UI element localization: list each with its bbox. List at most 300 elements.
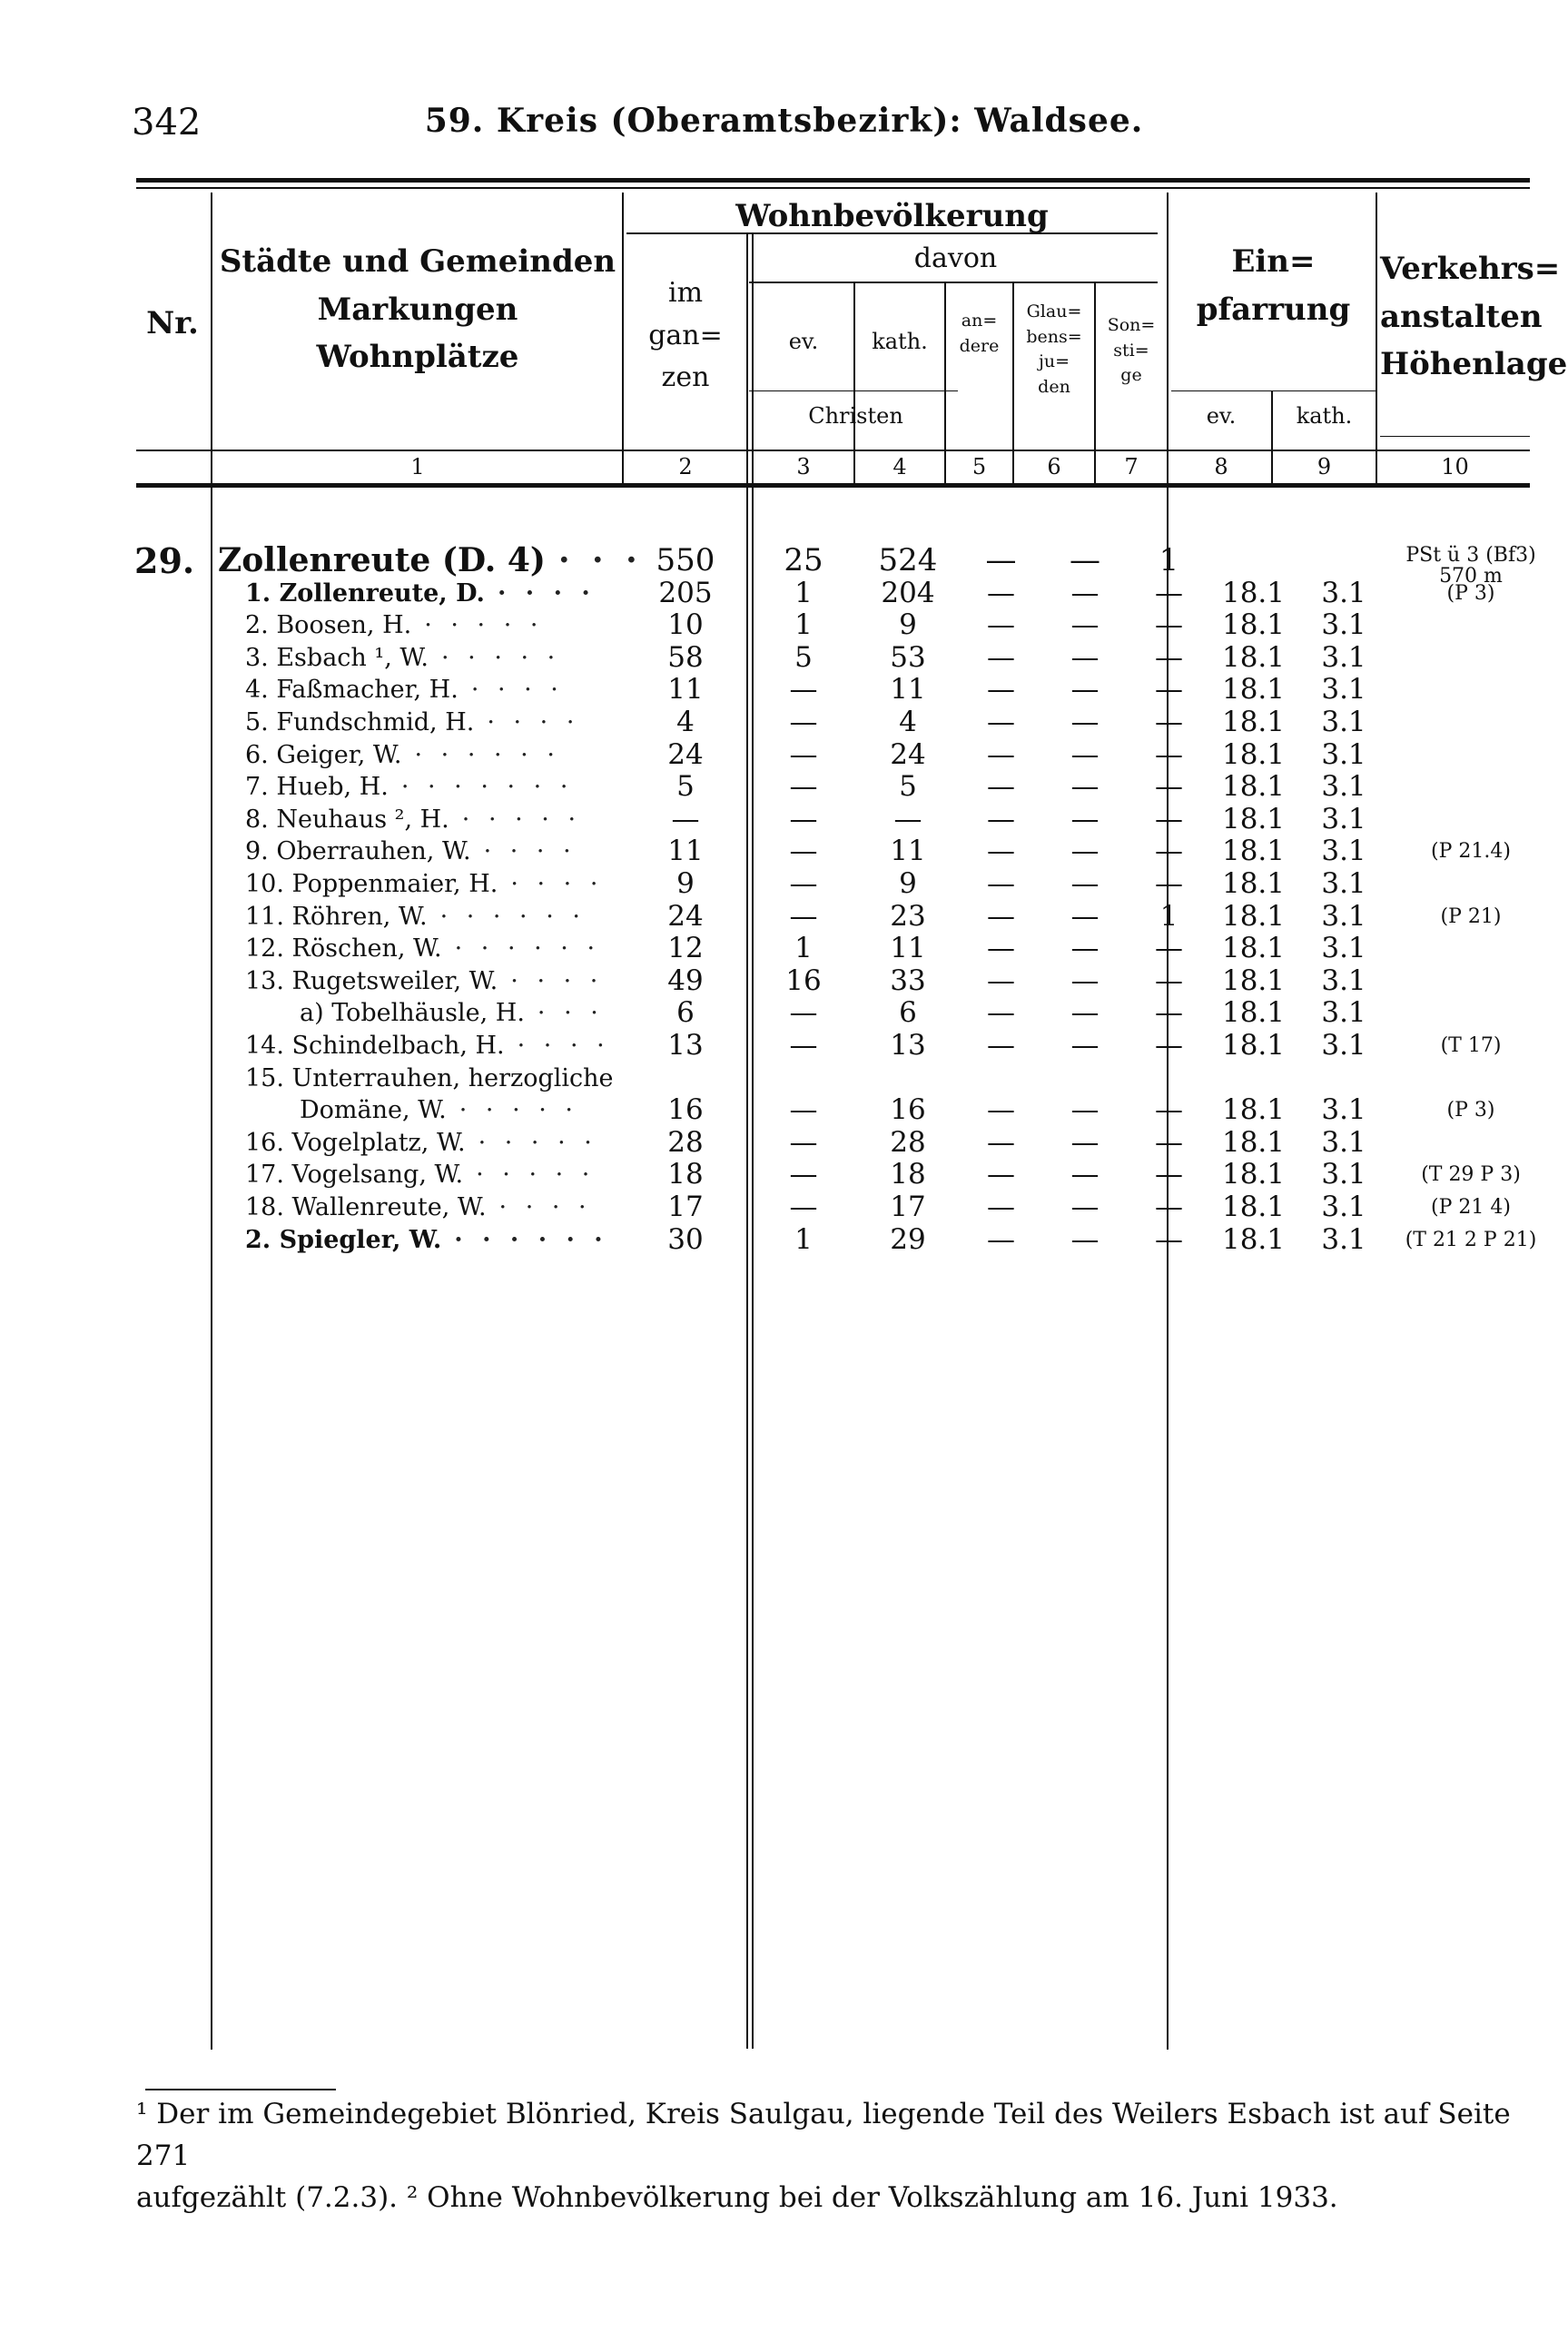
row-sonstige: — [1155,802,1183,835]
row-nr [134,868,198,900]
colnum-5: 5 [971,454,987,479]
row-juden: — [1070,964,1100,997]
row-name [218,609,617,641]
row-name-text: a) Tobelhäusle, H. [300,999,525,1028]
row-nr [134,1030,198,1062]
table-row [0,933,1568,964]
row-verkehr [1385,997,1557,1029]
colnum-9: 9 [1317,454,1332,479]
row-kath: 11 [890,673,926,707]
row-leader-dots: · · · · · [478,1128,597,1157]
row-name [218,965,617,997]
row-sonstige: — [1155,1093,1183,1127]
row-verkehr [1385,804,1557,835]
header-andere-2: dere [959,335,1000,356]
row-name-text: 7. Hueb, H. [245,773,389,802]
row-einpfarrung-kath: 3.1 [1321,996,1366,1030]
row-name-text: 16. Vogelplatz, W. [245,1128,466,1157]
header-verkehr-1: Verkehrs= [1380,251,1561,287]
row-total: 24 [667,737,704,771]
row-einpfarrung-ev: 18.1 [1221,802,1285,835]
row-sonstige: 1 [1159,542,1179,578]
header-kath: kath. [872,329,928,354]
table-row [0,1127,1568,1159]
row-kath: 11 [890,932,926,965]
header-verkehr [1380,245,1568,389]
footnote-line-1: ¹ Der im Gemeindegebiet Blönried, Kreis Saulgau, liegende Teil des Weilers Esbach ist auf Seite 271 [136,2098,1511,2172]
table-row [0,771,1568,803]
row-verkehr-line1: (P 3) [1446,1099,1495,1122]
row-kath: 33 [890,964,926,997]
row-kath: 18 [890,1158,926,1191]
row-verkehr [1385,642,1557,674]
row-verkehr [1385,1062,1557,1094]
row-name [218,1062,617,1094]
row-juden: — [1070,542,1100,578]
row-name-text: 2. Spiegler, W. [245,1225,442,1254]
header-sonst-3: ge [1120,365,1142,386]
row-name [218,933,617,964]
row-juden: — [1070,867,1100,900]
row-name [218,578,617,609]
row-einpfarrung-kath [1289,545,1398,577]
row-ev: — [789,770,818,804]
row-sonstige: — [1155,996,1183,1030]
colnum-4: 4 [892,454,907,479]
row-einpfarrung-ev [1176,1062,1285,1094]
row-name-text: 18. Wallenreute, W. [245,1193,487,1221]
row-kath: 23 [890,899,926,933]
table-row [0,868,1568,900]
row-sonstige: — [1155,770,1183,804]
table-row [0,1191,1568,1223]
row-ev: — [789,1093,818,1127]
header-wohnbevoelkerung: Wohnbevölkerung [735,198,1049,234]
row-juden: — [1070,1222,1100,1256]
row-einpfarrung-kath: 3.1 [1321,1093,1366,1127]
verkehr-rule [1380,436,1530,437]
row-einpfarrung-ev: 18.1 [1221,899,1285,933]
row-einpfarrung-kath: 3.1 [1321,1191,1366,1223]
row-ev: — [789,802,818,835]
row-total: 13 [667,1029,704,1062]
row-leader-dots: · · · · · [441,643,561,672]
row-name [218,1224,617,1256]
row-ev: — [789,899,818,933]
row-sonstige: — [1155,932,1183,965]
row-einpfarrung-ev: 18.1 [1221,996,1285,1030]
row-einpfarrung-ev: 18.1 [1221,1158,1285,1191]
table-row [0,1224,1568,1256]
row-name-text: 1. Zollenreute, D. [245,578,485,608]
row-verkehr-line2: 570 m [1439,565,1503,588]
row-nr [134,739,198,771]
row-verkehr [1385,1127,1557,1159]
row-nr [134,642,198,674]
row-sonstige: — [1155,1158,1183,1191]
row-ev: 1 [794,1222,813,1256]
table-row [0,739,1568,771]
row-juden [1044,1062,1126,1094]
row-nr [134,901,198,933]
row-total: 30 [667,1222,704,1256]
row-juden: — [1070,899,1100,933]
row-total: 6 [676,996,695,1030]
row-name-text: 9. Oberrauhen, W. [245,837,471,866]
row-leader-dots: · · · · [510,870,604,898]
row-ev: 1 [794,576,813,609]
row-nr [134,965,198,997]
row-name-text: 15. Unterrauhen, herzogliche [245,1063,614,1092]
row-total: 11 [667,673,704,707]
row-name [218,1030,617,1062]
header-nr: Nr. [146,305,199,341]
row-nr [134,1127,198,1159]
row-leader-dots: · · · · [487,708,580,736]
row-einpfarrung-kath: 3.1 [1321,802,1366,835]
row-verkehr [1385,544,1557,588]
row-nr [134,771,198,803]
header-einpfarrung-2: pfarrung [1196,291,1351,328]
row-andere: — [987,576,1015,609]
row-total: 10 [667,608,704,642]
row-nr [134,1159,198,1191]
row-kath: 16 [890,1093,926,1127]
row-verkehr [1385,1094,1557,1126]
row-verkehr [1385,578,1557,609]
row-einpfarrung-kath: 3.1 [1321,835,1366,868]
row-total: — [671,802,700,835]
row-einpfarrung-kath: 3.1 [1321,673,1366,707]
table-row [0,997,1568,1029]
row-ev: — [789,1029,818,1062]
row-andere: — [987,996,1015,1030]
row-sonstige: — [1155,640,1183,674]
row-leader-dots: · · · [537,999,604,1028]
row-leader-dots: · · · · [498,1193,592,1221]
table-row [0,965,1568,997]
row-einpfarrung-ev: 18.1 [1221,835,1285,868]
row-name-text: 10. Poppenmaier, H. [245,870,498,898]
colnum-bottom-rule [136,483,1530,488]
row-juden: — [1070,1191,1100,1223]
row-juden: — [1070,640,1100,674]
colnum-10: 10 [1441,454,1469,479]
table-row [0,1159,1568,1191]
row-name [218,997,617,1029]
row-nr [134,1191,198,1223]
footnote-rule [145,2089,336,2090]
row-name-text: 12. Röschen, W. [245,934,442,964]
header-juden-3: ju= [1038,351,1070,372]
row-kath: 53 [890,640,926,674]
row-andere: — [987,770,1015,804]
row-einpfarrung-kath: 3.1 [1321,706,1366,738]
row-kath: 524 [878,542,938,578]
row-name [218,541,643,579]
row-ev: 1 [794,608,813,642]
row-andere: — [987,608,1015,642]
row-einpfarrung-kath: 3.1 [1321,1029,1366,1062]
table-row [0,901,1568,933]
row-einpfarrung-ev: 18.1 [1221,867,1285,900]
row-verkehr-line1: (P 21) [1440,904,1502,928]
row-nr [134,933,198,964]
row-kath: 9 [899,867,917,900]
davon-rule [749,282,1158,283]
row-verkehr [1385,1191,1557,1223]
header-name-line1: Städte und Gemeinden [219,243,616,280]
colnum-2: 2 [678,454,693,479]
row-verkehr-line1: (T 21 2 P 21) [1405,1228,1537,1251]
row-leader-dots: · · · · · [459,1096,578,1125]
row-juden: — [1070,1158,1100,1191]
top-rule-thick [136,178,1530,183]
row-sonstige: — [1155,835,1183,868]
row-sonstige: — [1155,1191,1183,1223]
row-total: 12 [667,932,704,965]
row-sonstige: — [1155,1125,1183,1159]
row-leader-dots: · · · · [510,966,604,995]
header-name [218,238,617,381]
row-andere: — [987,867,1015,900]
row-sonstige: — [1155,706,1183,738]
row-verkehr [1385,609,1557,641]
row-juden: — [1070,608,1100,642]
row-einpfarrung-ev [1176,545,1285,577]
row-einpfarrung-ev: 18.1 [1221,706,1285,738]
row-name [218,707,617,738]
row-juden: — [1070,770,1100,804]
header-christen: Christen [808,403,903,429]
row-nr [134,578,198,609]
row-einpfarrung-kath: 3.1 [1321,932,1366,965]
row-einpfarrung-kath: 3.1 [1321,1222,1366,1256]
row-andere: — [987,640,1015,674]
row-einpfarrung-kath: 3.1 [1321,770,1366,804]
footnote-line-2: aufgezählt (7.2.3). ² Ohne Wohnbevölkerung bei der Volkszählung am 16. Juni 1933. [136,2181,1338,2214]
row-einpfarrung-ev: 18.1 [1221,640,1285,674]
header-verkehr-3: Höhenlage [1380,346,1568,383]
header-davon: davon [913,242,998,274]
row-total: 11 [667,835,704,868]
row-ev: — [789,1158,818,1191]
row-einpfarrung-kath: 3.1 [1321,640,1366,674]
row-name [218,1094,617,1126]
row-einpfarrung-ev: 18.1 [1221,1191,1285,1223]
row-name [218,901,617,933]
row-name-text: 4. Faßmacher, H. [245,676,459,705]
row-andere: — [987,1125,1015,1159]
row-verkehr [1385,1030,1557,1062]
row-leader-dots: · · · · · · [439,902,586,931]
row-einpfarrung-kath: 3.1 [1321,1158,1366,1191]
row-total: 24 [667,899,704,933]
row-kath: 6 [899,996,917,1030]
row-kath: 24 [890,737,926,771]
row-name [218,868,617,900]
row-juden: — [1070,706,1100,738]
header-einpfarrung-ev: ev. [1206,403,1237,429]
row-andere: — [987,964,1015,997]
row-andere: — [987,802,1015,835]
row-verkehr-line1: (P 21 4) [1431,1196,1511,1219]
row-name [218,739,617,771]
row-verkehr [1385,739,1557,771]
row-einpfarrung-ev: 18.1 [1221,964,1285,997]
row-kath: 204 [881,576,935,609]
row-total: 28 [667,1125,704,1159]
row-einpfarrung-kath: 3.1 [1321,576,1366,609]
row-verkehr [1385,965,1557,997]
row-nr [134,997,198,1029]
table-row [0,540,1568,588]
row-name-text: 14. Schindelbach, H. [245,1032,505,1060]
row-ev: 5 [794,640,813,674]
row-kath: 17 [890,1191,926,1223]
row-leader-dots: · · · · [470,676,564,705]
row-juden: — [1070,576,1100,609]
row-andere: — [987,1222,1015,1256]
einpfarrung-rule [1171,390,1376,391]
row-juden: — [1070,1029,1100,1062]
row-andere: — [987,932,1015,965]
row-nr [134,674,198,706]
row-sonstige: — [1155,576,1183,609]
row-name [218,804,617,835]
row-verkehr [1385,707,1557,738]
colnum-8: 8 [1214,454,1228,479]
top-rule-thin [136,187,1530,189]
row-nr [134,1062,198,1094]
row-einpfarrung-kath: 3.1 [1321,608,1366,642]
row-total: 4 [676,706,695,738]
row-ev: — [789,706,818,738]
row-kath: 4 [899,706,917,738]
row-total: 17 [667,1191,704,1223]
row-juden: — [1070,802,1100,835]
colnum-1: 1 [410,454,425,479]
row-total: 9 [676,867,695,900]
row-kath: 29 [890,1222,926,1256]
row-kath: 11 [890,835,926,868]
header-im-ganzen-2: gan= [648,319,723,351]
row-kath: 28 [890,1125,926,1159]
header-sonst-2: sti= [1113,340,1149,361]
row-total: 58 [667,640,704,674]
row-sonstige: — [1155,1222,1183,1256]
row-andere: — [987,1191,1015,1223]
row-juden: — [1070,835,1100,868]
header-einpfarrung-kath: kath. [1296,403,1353,429]
row-einpfarrung-ev: 18.1 [1221,1093,1285,1127]
row-einpfarrung-kath: 3.1 [1321,899,1366,933]
row-einpfarrung-kath: 3.1 [1321,1125,1366,1159]
row-name-text: 5. Fundschmid, H. [245,708,475,736]
row-nr [134,835,198,867]
row-verkehr [1385,674,1557,706]
row-einpfarrung-ev: 18.1 [1221,1125,1285,1159]
row-name-text: Zollenreute (D. 4) [218,541,546,579]
row-einpfarrung-kath: 3.1 [1321,737,1366,771]
row-andere [958,1062,1044,1094]
row-total: 205 [658,576,713,609]
row-ev: 16 [785,964,822,997]
colnum-6: 6 [1047,454,1061,479]
header-juden-4: den [1038,376,1070,397]
header-sonstige [1096,313,1167,389]
row-name [218,642,617,674]
row-juden: — [1070,1125,1100,1159]
row-juden: — [1070,1093,1100,1127]
row-sonstige: — [1155,673,1183,707]
row-total: 49 [667,964,704,997]
header-ev: ev. [788,329,819,354]
row-verkehr [1385,901,1557,933]
row-nr [134,609,198,641]
row-name [218,674,617,706]
col-divider-einpf [1376,193,1377,488]
row-einpfarrung-ev: 18.1 [1221,1029,1285,1062]
row-verkehr-line1: (T 17) [1440,1034,1502,1057]
row-name-text: 8. Neuhaus ², H. [245,805,449,834]
header-im-ganzen-1: im [667,277,704,309]
row-ev: — [789,867,818,900]
row-einpfarrung-ev: 18.1 [1221,608,1285,642]
table-row [0,1030,1568,1062]
row-total: 16 [667,1093,704,1127]
row-andere: — [987,673,1015,707]
page-number: 342 [132,102,202,143]
header-bottom-rule [136,450,1530,451]
row-andere: — [987,1093,1015,1127]
row-kath: 13 [890,1029,926,1062]
row-ev: — [789,996,818,1030]
table-row [0,707,1568,738]
row-name [218,1127,617,1159]
header-im-ganzen [626,272,745,400]
table-row [0,609,1568,641]
row-nr: 29. [134,540,195,581]
header-einpfarrung [1171,238,1376,333]
row-verkehr-line1: PSt ü 3 (Bf3) [1405,544,1536,567]
row-einpfarrung-kath: 3.1 [1321,964,1366,997]
row-name-text: 17. Vogelsang, W. [245,1161,464,1190]
colnum-3: 3 [796,454,811,479]
row-name [218,835,617,867]
row-kath: — [893,802,922,835]
row-verkehr-line1: (P 21.4) [1431,840,1511,864]
row-andere: — [987,899,1015,933]
row-einpfarrung-kath: 3.1 [1321,867,1366,900]
row-ev: 1 [794,932,813,965]
row-sonstige: — [1155,608,1183,642]
row-juden: — [1070,673,1100,707]
row-andere: — [987,706,1015,738]
row-leader-dots: · · · · · · [454,934,601,964]
row-verkehr-line1: (P 3) [1446,581,1495,605]
row-verkehr [1385,771,1557,803]
row-einpfarrung-ev: 18.1 [1221,770,1285,804]
row-leader-dots: · · · [557,541,643,579]
row-andere: — [985,542,1017,578]
row-leader-dots: · · · · [497,578,596,608]
row-nr [134,804,198,835]
row-leader-dots: · · · · · [461,805,582,834]
row-sonstige: — [1155,1029,1183,1062]
header-andere [946,309,1012,359]
row-ev: — [789,1191,818,1223]
